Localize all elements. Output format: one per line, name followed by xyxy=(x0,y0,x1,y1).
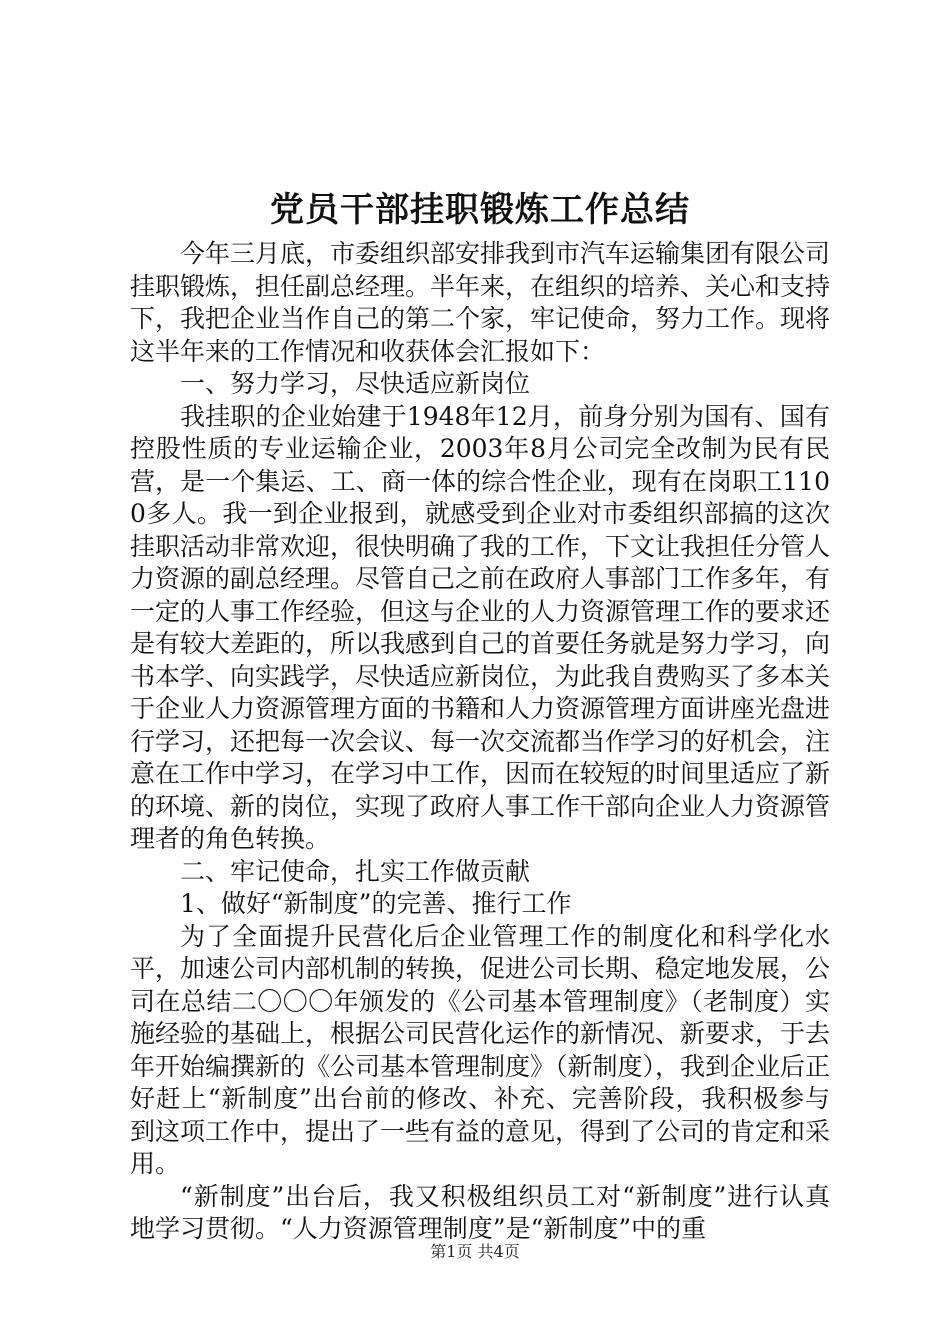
section-heading-2: 二、牢记使命，扎实工作做贡献 xyxy=(180,856,531,886)
page-footer: 第1页 共4页 xyxy=(430,1242,520,1261)
section-heading-1: 一、努力学习，尽快适应新岗位 xyxy=(180,369,531,398)
subsection-heading-1: 1、做好“新制度”的完善、推行工作 xyxy=(180,889,572,918)
paragraph-intro: 今年三月底，市委组织部安排我到市汽车运输集团有限公司挂职锻炼，担任副总经理。半年来，在组织的培养、关心和支持下，我把企业当作自己的第二个家，牢记使命，努力工作。现将这半年来的工作情况和收获体会汇报如下： xyxy=(130,239,831,366)
document-title: 党员干部挂职锻炼工作总结 xyxy=(270,190,690,230)
document-page xyxy=(130,186,830,1246)
paragraph-implementation: “新制度”出台后，我又积极组织员工对“新制度”进行认真地学习贯彻。“人力资源管理制度”是“新制度”中的重 xyxy=(130,1181,830,1243)
paragraph-new-system: 为了全面提升民营化后企业管理工作的制度化和科学化水平，加速公司内部机制的转换，促进公司长期、稳定地发展，公司在总结二〇〇〇年颁发的《公司基本管理制度》（老制度）实施经验的基础上，根据公司民营化运作的新情况、新要求，于去年开始编撰新的《公司基本管理制度》（新制度），我到企业后正好赶上“新制度”出台前的修改、补充、完善阶段，我积极参与到这项工作中，提出了一些有益的意见，得到了公司的肯定和采用。 xyxy=(130,921,831,1178)
paragraph-section-1: 我挂职的企业始建于1948年12月，前身分别为国有、国有控股性质的专业运输企业，2003年8月公司完全改制为民有民营，是一个集运、工、商一体的综合性企业，现有在岗职工1100多人。我一到企业报到，就感受到企业对市委组织部搞的这次挂职活动非常欢迎，很快明确了我的工作，下文让我担任分管人力资源的副总经理。尽管自己之前在政府人事部门工作多年，有一定的人事工作经验，但这与企业的人力资源管理工作的要求还是有较大差距的，所以我感到自己的首要任务就是努力学习，向书本学、向实践学，尽快适应新岗位，为此我自费购买了多本关于企业人力资源管理方面的书籍和人力资源管理方面讲座光盘进行学习，还把每一次会议、每一次交流都当作学习的好机会，注意在工作中学习，在学习中工作，因而在较短的时间里适应了新的环境、新的岗位，实现了政府人事工作干部向企业人力资源管理者的角色转换。 xyxy=(130,401,831,853)
